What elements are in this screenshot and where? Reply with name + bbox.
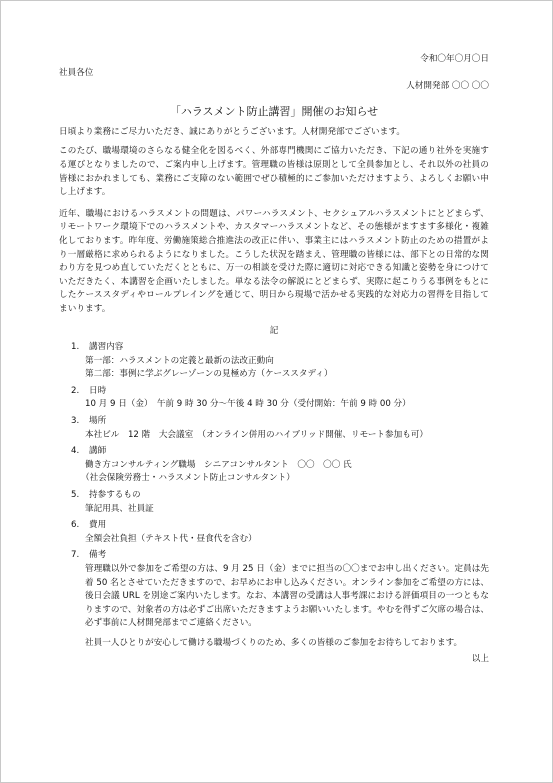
- item-heading: 講習内容: [89, 342, 124, 353]
- item-line: 全額会社負担（テキスト代・昼食代を含む）: [85, 533, 257, 544]
- item-number: 5.: [71, 490, 80, 501]
- document-body: [59, 53, 489, 666]
- intro-paragraph: このたび、職場環境のさらなる健全化を図るべく、外部専門機関にご協力いただき、下記の通り社外を実施する運びとなりましたので、ご案内申し上げます。管理職の皆様は原則として全員参加とし、それ以外の社員の皆様におかれましても、業務にご支障のない範囲でぜひ積極的にご参加いただけますよう、よろしくお願い申し上げます。: [59, 146, 489, 198]
- item-number: 1.: [71, 342, 80, 353]
- item-heading: 費用: [89, 520, 107, 531]
- item-heading: 日時: [89, 385, 107, 396]
- list-item-cost: [59, 519, 489, 546]
- item-number: 4.: [71, 446, 80, 457]
- item-line: 10 月 9 日（金） 午前 9 時 30 分〜午後 4 時 30 分（受付開始：午前 9 時 00 分）: [85, 399, 411, 410]
- document-date: 令和〇年〇月〇日: [420, 54, 489, 64]
- document-recipient: 社員各位: [59, 67, 94, 78]
- item-heading: 備考: [89, 550, 107, 561]
- item-number: 3.: [71, 416, 80, 427]
- greeting-paragraph: 日頃より業務にご尽力いただき、誠にありがとうございます。人材開発部でございます。: [59, 126, 406, 137]
- item-line: 第一部：ハラスメントの定義と最新の法改正動向: [85, 355, 274, 366]
- closing-ijou: 以上: [471, 653, 489, 664]
- list-item-belongings: [59, 489, 489, 516]
- item-heading: 持参するもの: [89, 490, 141, 501]
- remarks-closing-paragraph: 社員一人ひとりが安心して働ける職場づくりのため、多くの皆様のご参加をお待ちしております。: [85, 637, 463, 648]
- item-line: （社会保険労務士・ハラスメント防止コンサルタント）: [81, 473, 295, 484]
- background-paragraph: 近年、職場におけるハラスメントの問題は、パワーハラスメント、セクシュアルハラスメントにとどまらず、リモートワーク環境下でのハラスメントや、カスタマーハラスメントなど、その態様がますます多様化・複雑化しております。昨年度、労働施策総合推進法の改正に伴い、事業主にはハラスメント防止のための措置がより一層厳格に求められるようになりました。こうした状況を踏まえ、管理職の皆様には、部下との日常的な関わり方を見つめ直していただくとともに、万一の相談を受けた際に適切に対応できる知識と姿勢を身につけていただきたく、本講習を企画いたしました。単なる法令の解説にとどまらず、実際に起こりうる事例をもとにしたケーススタディやロールプレイングを通じて、明日から現場で活かせる実践的な対応力の習得を目指してまいります。: [59, 208, 489, 314]
- item-line: 筆記用具、社員証: [85, 503, 154, 514]
- list-item-remarks: [59, 549, 489, 650]
- item-number: 6.: [71, 520, 80, 531]
- document-title: 「ハラスメント防止講習」開催のお知らせ: [169, 104, 379, 118]
- item-number: 2.: [71, 385, 80, 396]
- document-sender: 人材開発部 〇〇 〇〇: [406, 81, 489, 92]
- list-item-lecturer: [59, 445, 489, 486]
- item-heading: 場所: [89, 416, 107, 427]
- item-heading: 講師: [89, 446, 107, 457]
- item-line: 本社ビル 12 階 大会議室 （オンライン併用のハイブリッド開催、リモート参加も可）: [85, 429, 428, 440]
- list-item-content: [59, 341, 489, 382]
- list-item-venue: [59, 415, 489, 442]
- item-line: 働き方コンサルティング職場 シニアコンサルタント 〇〇 〇〇 氏: [85, 459, 352, 470]
- ki-heading: 記: [269, 325, 279, 336]
- item-line: 第二部：事例に学ぶグレーゾーンの見極め方（ケーススタディ）: [85, 369, 333, 380]
- list-item-datetime: [59, 385, 489, 412]
- item-number: 7.: [71, 550, 80, 561]
- remarks-paragraph: 管理職以外で参加をご希望の方は、9 月 25 日（金）までに担当の〇〇までお申し出ください。定員は先着 50 名とさせていただきますので、お早めにお申し込みください。オンライン参加をご希望の方には、後日会議 URL を別途ご案内いたします。なお、本講習の受講は人事考課における評価項目の一つともなりますので、対象者の方は必ずご出席いただきますようお願いいたします。やむを得ずご欠席の場合は、必ず事前に人材開発部までご連絡ください。: [85, 564, 489, 629]
